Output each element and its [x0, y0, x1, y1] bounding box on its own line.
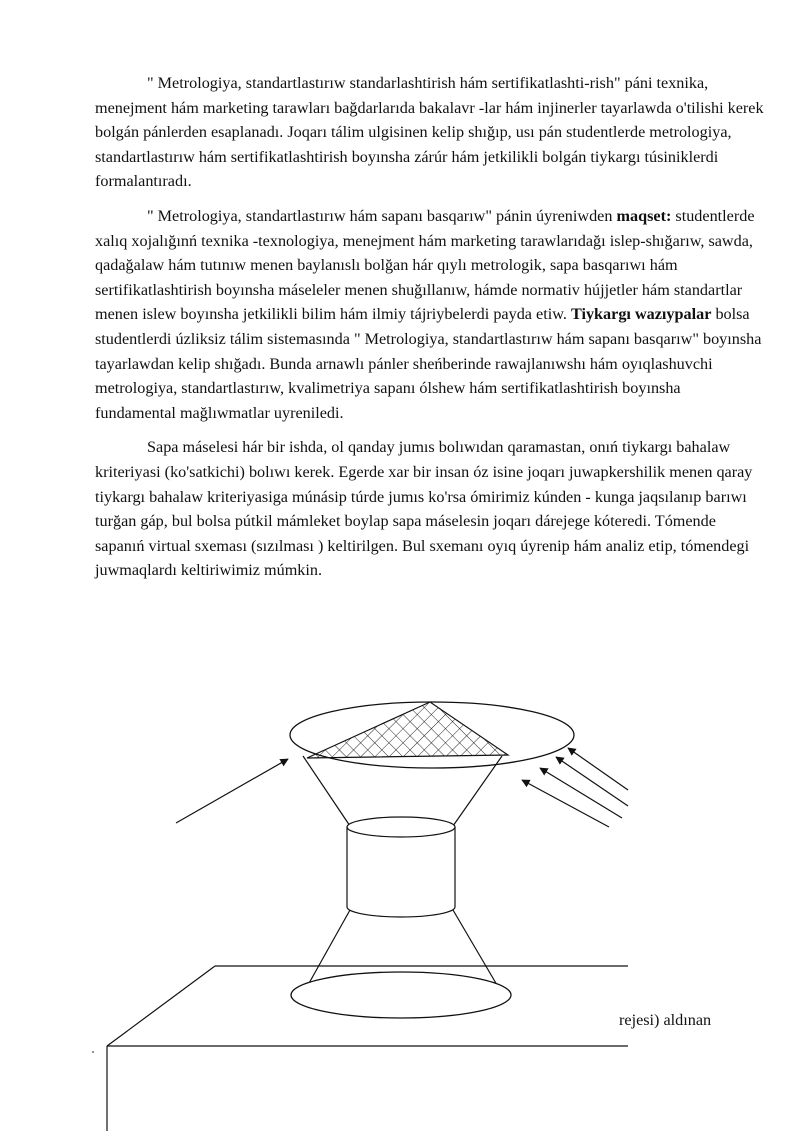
paragraph-quality — [95, 435, 765, 583]
text-span: bolsa studentlerdi úzliksiz tálim sistemasında " Metrologiya, standartlastırıw hám sapanı basqarıw" boyınsha tayarlawdan kelip shığadı. Bunda arnawlı pánler sheńberinde rawajlanıwshı hám oyıqlashuvchi metrologiya, standartlastırıw, kvalimetriya sapanı ólshew hám sertifikatlashtirish boyınsha fundamental mağlıwmatlar uyreniledi. — [95, 305, 762, 422]
text-span: studentlerde xalıq xojalığınń texnika -texnologiya, menejment hám marketing tarawlarıdağı islep-shığarıw, sawda, qadağalaw hám tutınıw menen baylanıslı bolğan hár qıylı metrologik, sapa basqarıwı hám sertifikatlashtirish boyınsha máseleler menen shuğıllanıw, hámde normativ hújjetler hám standartlar menen islew boyınsha jetkilikli bilim hám ilmiy tájriybelerdi payda etiw. — [95, 206, 755, 324]
paragraph-intro — [95, 71, 765, 194]
paragraph-goals — [95, 204, 765, 425]
figure-tail-text: rejesi) aldınan — [619, 1011, 712, 1029]
input-arrow-left — [176, 759, 288, 823]
text-span: " Metrologiya, standartlastırıw standarlashtirish hám sertifikatlashti-rish" páni texnika, menejment hám marketing tarawları bağdarlarıda bakalavr -lar hám injinerler tayarlawda o'tilishi kerek bolgán pánlerden esaplanadı. Joqarı tálim ulgisinen kelip shığıp, usı pán studentlerde metrologiya, standartlastırıw hám sertifikatlashtirish boyınsha zárúr hám jetkilikli bolgán tiykargı túsiniklerdi formalantıradı. — [95, 74, 764, 191]
bold-term-tiykargi-waziypalar: Tiykargı wazıypalar — [570, 305, 712, 324]
small-dot — [92, 1051, 94, 1053]
document-body — [95, 71, 765, 593]
input-arrows-right — [522, 748, 628, 827]
text-span: Sapa máselesi hár bir ishda, ol qanday jumıs bolıwıdan qaramastan, onıń tiykargı bahalaw kriteriyasi (ko'satkichi) bolıwı kerek. Egerde xar bir insan óz isine joqarı juwapkershilik menen qaray tiykargı bahalaw kriteriyasiga múnásip túrde jumıs ko'rsa ómirimiz kúnden - kunga jaqsılanıp barıwı turğan gáp, bul bolsa pútkil mámleket boylap sapa máselesin joqarı dárejege kóteredi. Tómende sapanıń virtual sxeması (sızılması ) keltirilgen. Bul sxemanı oyıq úyrenip hám analiz etip, tómendegi juwmaqlardı keltiriwimiz múmkin. — [95, 438, 753, 580]
funnel-cylinder — [347, 817, 455, 917]
bold-term-maqset: maqset: — [616, 206, 672, 225]
lower-cone-right — [453, 910, 497, 985]
upper-cone-left — [303, 756, 350, 826]
text-span: " Metrologiya, standartlastırıw hám sapanı basqarıw" pánin úyreniwden — [147, 206, 617, 225]
lower-cone-left — [308, 910, 350, 985]
funnel-base-ellipse — [291, 972, 511, 1018]
quality-scheme-diagram — [0, 680, 800, 1131]
